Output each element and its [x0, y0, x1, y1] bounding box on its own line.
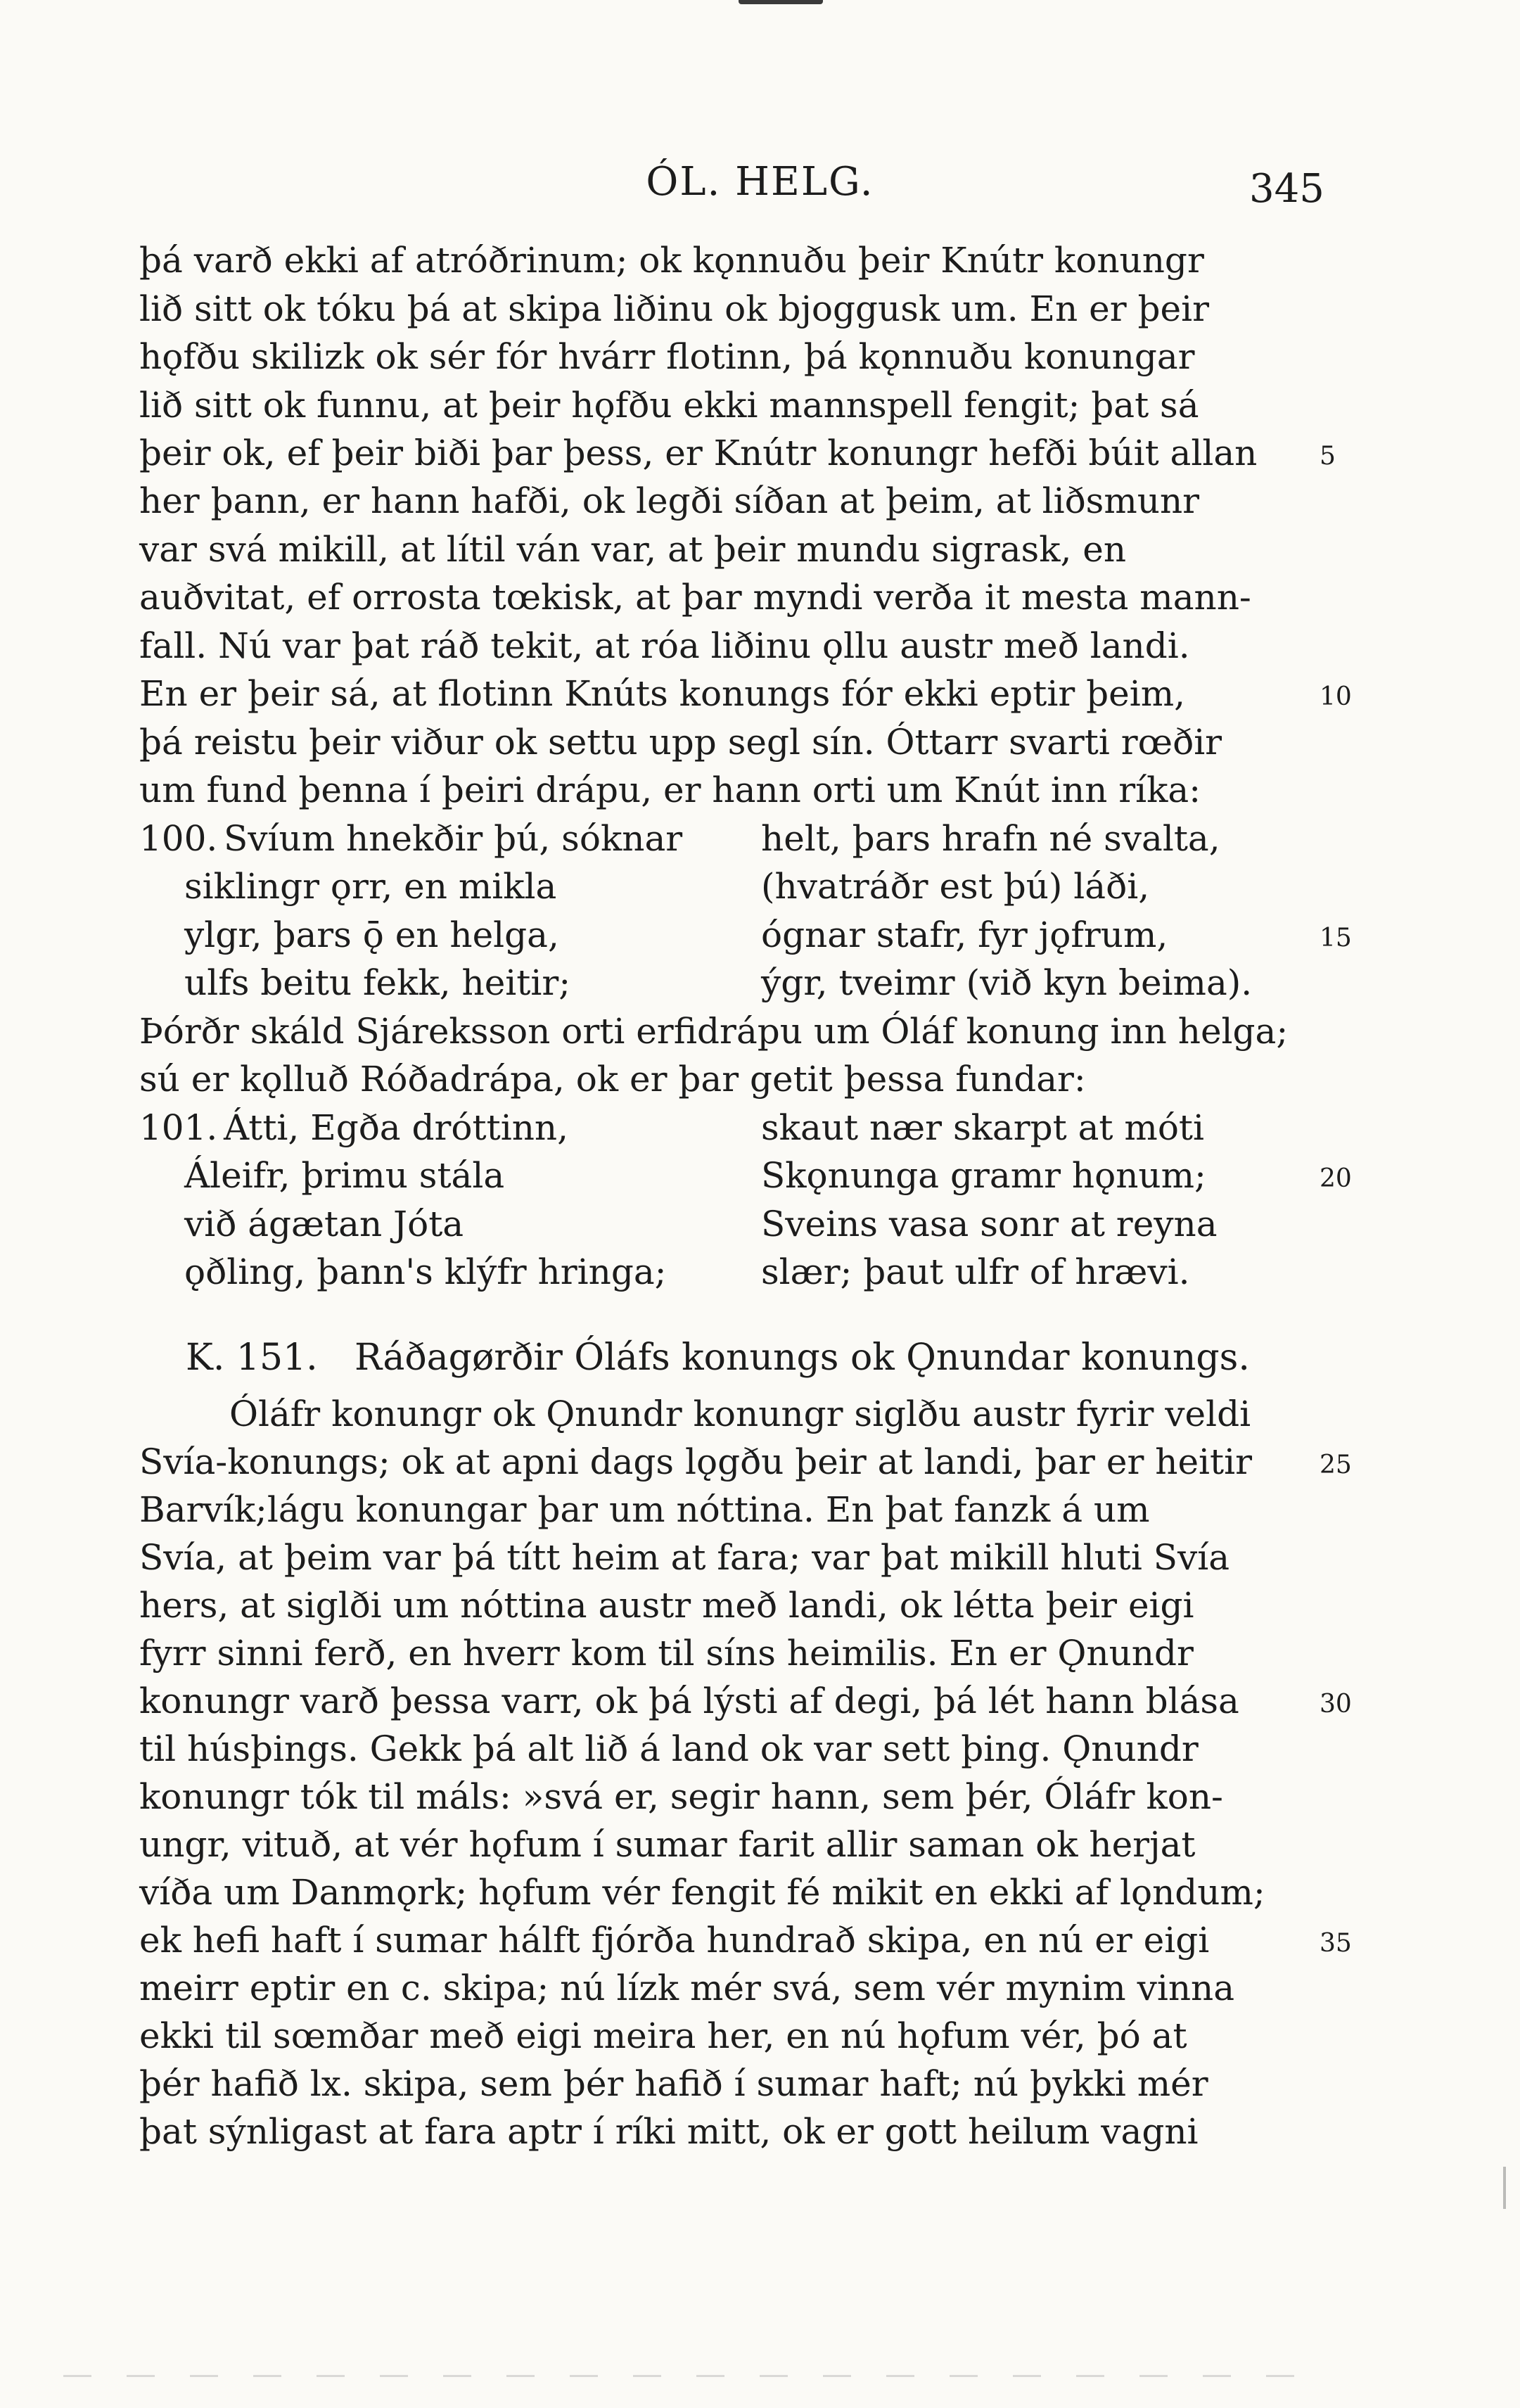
chapter-label: K. 151. [186, 1337, 318, 1379]
line-number: 35 [1320, 1929, 1352, 1958]
verse-line: ǫðling, þann's klýfr hringa; [184, 1251, 667, 1292]
scan-artifact [63, 2375, 1329, 2377]
text-line: konungr varð þessa varr, ok þá lýsti af degi, þá lét hann blása [139, 1681, 1239, 1721]
text-line: En er þeir sá, at flotinn Knúts konungs fór ekki eptir þeim, [139, 673, 1186, 714]
text-line: hǫfðu skilizk ok sér fór hvárr flotinn, þá kǫnnuðu konungar [139, 336, 1195, 377]
text-line: þér hafið lx. skipa, sem þér hafið í sumar haft; nú þykki mér [139, 2063, 1208, 2104]
line-number: 30 [1320, 1690, 1352, 1719]
line-number: 10 [1320, 682, 1352, 711]
text-line: Óláfr konungr ok Ǫnundr konungr siglðu austr fyrir veldi [229, 1394, 1251, 1434]
text-line: Svía, at þeim var þá títt heim at fara; var þat mikill hluti Svía [139, 1537, 1230, 1578]
text-line: víða um Danmǫrk; hǫfum vér fengit fé mikit en ekki af lǫndum; [139, 1872, 1265, 1913]
verse-number: 101. [139, 1107, 218, 1148]
line-number: 20 [1320, 1164, 1352, 1193]
chapter-title: Ráðagørðir Óláfs konungs ok Ǫnundar konungs. [355, 1337, 1250, 1379]
text-line: lið sitt ok tóku þá at skipa liðinu ok bjoggusk um. En er þeir [139, 288, 1209, 329]
verse-line: ógnar stafr, fyr jǫfrum, [761, 915, 1168, 955]
text-line: auðvitat, ef orrosta tœkisk, at þar myndi verða it mesta mann- [139, 577, 1251, 618]
text-line: þá varð ekki af atróðrinum; ok kǫnnuðu þeir Knútr konungr [139, 240, 1204, 281]
verse-line: skaut nær skarpt at móti [761, 1107, 1205, 1148]
text-line: ungr, vituð, at vér hǫfum í sumar farit allir saman ok herjat [139, 1824, 1196, 1865]
text-line: þá reistu þeir viður ok settu upp segl sín. Óttarr svarti rœðir [139, 722, 1222, 763]
running-header: ÓL. HELG. [646, 159, 874, 205]
text-line: sú er kǫlluð Róðadrápa, ok er þar getit þessa fundar: [139, 1059, 1086, 1100]
verse-line: ýgr, tveimr (við kyn beima). [761, 962, 1253, 1003]
text-line: Barvík;lágu konungar þar um nóttina. En þat fanzk á um [139, 1489, 1150, 1530]
scan-edge-mark [739, 0, 823, 4]
text-line: Þórðr skáld Sjáreksson orti erfidrápu um Óláf konung inn helga; [139, 1011, 1289, 1052]
text-line: konungr tók til máls: »svá er, segir hann, sem þér, Óláfr kon- [139, 1776, 1223, 1817]
verse-line: Áleifr, þrimu stála [184, 1155, 505, 1196]
text-line: her þann, er hann hafði, ok legði síðan at þeim, at liðsmunr [139, 480, 1200, 521]
text-line: Svía-konungs; ok at apni dags lǫgðu þeir at landi, þar er heitir [139, 1441, 1253, 1482]
verse-line: Átti, Egða dróttinn, [224, 1107, 568, 1148]
verse-line: (hvatráðr est þú) láði, [761, 866, 1150, 907]
text-line: var svá mikill, at lítil ván var, at þeir mundu sigrask, en [139, 529, 1127, 570]
verse-number: 100. [139, 818, 218, 859]
verse-line: við ágætan Jóta [184, 1204, 464, 1244]
verse-line: ulfs beitu fekk, heitir; [184, 962, 571, 1003]
verse-line: slær; þaut ulfr of hrævi. [761, 1251, 1190, 1292]
page-number: 345 [1249, 166, 1324, 212]
text-line: fall. Nú var þat ráð tekit, at róa liðinu ǫllu austr með landi. [139, 625, 1190, 666]
verse-line: siklingr ǫrr, en mikla [184, 866, 557, 907]
text-line: hers, at siglði um nóttina austr með landi, ok létta þeir eigi [139, 1585, 1194, 1626]
text-line: þeir ok, ef þeir biði þar þess, er Knútr konungr hefði búit allan [139, 433, 1258, 473]
text-line: lið sitt ok funnu, at þeir hǫfðu ekki mannspell fengit; þat sá [139, 385, 1199, 426]
text-line: fyrr sinni ferð, en hverr kom til síns heimilis. En er Ǫnundr [139, 1633, 1194, 1674]
text-line: um fund þenna í þeiri drápu, er hann orti um Knút inn ríka: [139, 770, 1201, 810]
verse-line: helt, þars hrafn né svalta, [761, 818, 1220, 859]
text-line: þat sýnligast at fara aptr í ríki mitt, ok er gott heilum vagni [139, 2111, 1199, 2152]
verse-line: Skǫnunga gramr hǫnum; [761, 1155, 1206, 1196]
verse-line: Svíum hnekðir þú, sóknar [224, 818, 683, 859]
text-line: til húsþings. Gekk þá alt lið á land ok var sett þing. Ǫnundr [139, 1728, 1199, 1769]
scan-edge-shadow [1503, 2167, 1506, 2209]
verse-line: ylgr, þars ǭ en helga, [184, 915, 559, 955]
line-number: 5 [1320, 442, 1336, 471]
text-line: ek hefi haft í sumar hálft fjórða hundrað skipa, en nú er eigi [139, 1920, 1210, 1961]
line-number: 15 [1320, 924, 1352, 953]
line-number: 25 [1320, 1451, 1352, 1479]
text-line: ekki til sœmðar með eigi meira her, en nú hǫfum vér, þó at [139, 2015, 1187, 2056]
verse-line: Sveins vasa sonr at reyna [761, 1204, 1218, 1244]
text-line: meirr eptir en c. skipa; nú lízk mér svá, sem vér mynim vinna [139, 1968, 1235, 2008]
